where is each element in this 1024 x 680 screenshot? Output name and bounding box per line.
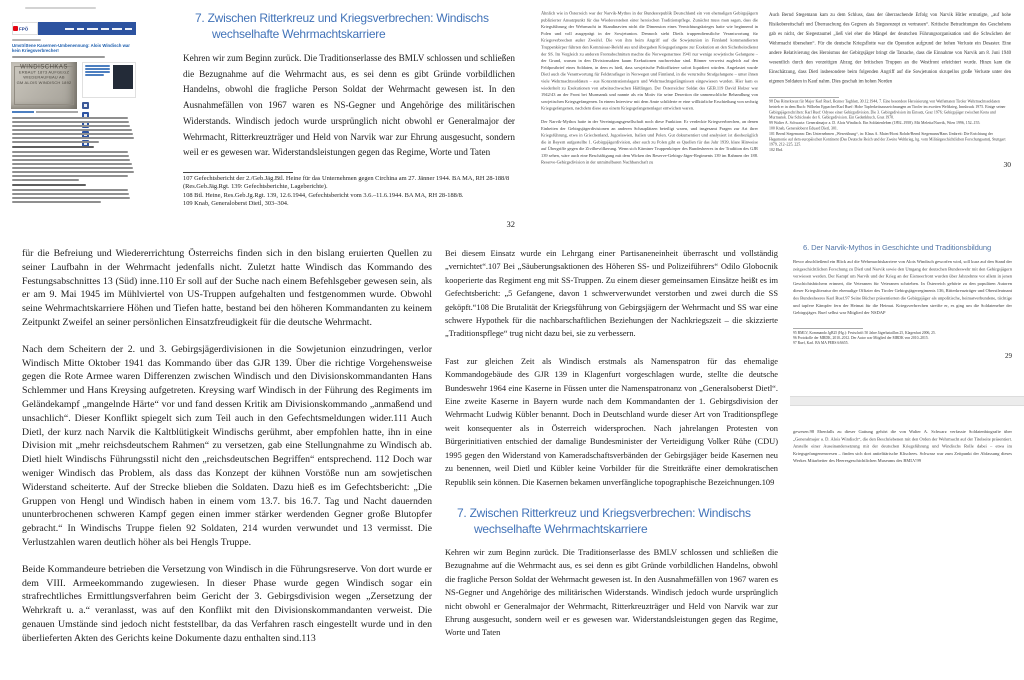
plaque-photo xyxy=(11,62,77,109)
column-middle-paragraph: Bei diesem Einsatz wurde ein Lehrgang einer Partisaneneinheit überrascht und vollständig „vernichtet“.107 Bei „Säuberungsaktionen des Höheren SS- und Polizeiführers“ Odilo Globocnik kooperierte das Regiment eng mit SS-Truppen. Zu einem dieser gemeinsamen Einsätze heißt es im Gefechtsbericht: „5 Gefangene, davon 1 schwerverwundet verstorben und zwei durch die SS geköpft.“108 Die Brutalität der Kriegsführung von Gebirgsjägern der Wehrmacht und SS war eine schwere Hypothek für die nachbarschaftlichen Beziehungen der Nachkriegszeit – die skizzierte „Traditionspflege“ trug nicht dazu bei, sie zu verbessern. xyxy=(445,249,778,339)
footnote: 102 Ebd. xyxy=(769,147,784,153)
text-skeleton xyxy=(25,7,100,9)
plaque-line: WIEDERAUFBAU AB xyxy=(23,74,65,79)
nav-link xyxy=(112,28,122,30)
footnote: 101 Bernd Stegemann: Das Unternehmen „Weserübung“, in: Klaus A. Maier/Horst Rohde/Bernd Stegemann/Hans Umbreit: Die Errichtung der Hegemonie auf dem europäischen Kontinent (Das Deutsche Reich und der Zweite Weltkrieg, hg. vom Militärgeschichtlichen Forschungsamt), Stuttgart 1979, 212–225, 225. xyxy=(769,131,1006,147)
page-32-paragraph: Kehren wir zum Beginn zurück. Die Traditionserlasse des BMLV schlossen und schließen die Bezugnahme auf die Wehrmacht aus, es sei denn es gibt Gründe vorbildlichen Handelns, obwohl die fragliche Person Soldat der Wehrmacht gewesen ist. In den Ausnahmefällen von 1967 waren es NS-Gegner und Angehörige des militärischen Widerstands. Windisch jedoch wurde ursprünglich nicht obwohl er Generalmajor der Wehrmacht, Ritterkreuzträger und Held von Narvik war zur Ehrung ausgesucht, sondern weil er es gewesen war. Widerstandsleistungen gegen das Regime, Worte und Taten xyxy=(183,53,515,158)
nav-link xyxy=(125,28,132,30)
photo-caption-skeleton xyxy=(12,111,134,113)
embed-card-image xyxy=(113,65,133,89)
footnote-rule xyxy=(793,328,863,329)
chapter-6-heading: 6. Der Narvik-Mythos in Geschichte und Traditionsbildung xyxy=(803,243,992,252)
footnote: 98 Das Ritterkreuz für Major Karl Ruef, Bozner Tagblatt, 30.12.1944, 7. Eine besondere Heroisierung von Waffentaten Tiroler Wehrmachtssoldaten betrieb er in dem Buch: Wilhelm Eppacher/Karl Ruef: Hohe Tapferkeitsauszeichnungen an Tiroler im zweiten Weltkrieg, Innsbruck 1975. Einige seiner Gebirgsjägerschriften: Karl Ruef: Odysee einer Gebirgsdivision. Die 3. Gebirgsdivision im Einsatz, Graz 1976; Gebirgsjäger zwischen Kreta und Murmansk. Die Schicksale der 6. Gebirgsdivision. Ein Gedenkbuch, Graz 1970. xyxy=(769,99,1006,120)
article-paragraph-skeleton xyxy=(12,151,134,181)
page-left-paragraph: Beide Kommandeure betrieben die Versetzung von Windisch in die Führungsreserve. Von dort wurde er dem VIII. Armeekommando zugewiesen. In dieser Phase wurde gegen Windisch sogar ein strafrechtliches Ermittlungsverfahren beim Gericht der 3. Gebirgsdivision wegen „Zersetzung der Wehrkraft u. a.“ veranlasst, was auf den Konflikt mit den Divisionskommandanten verweist. Die genauen Umstände sind jedoch nicht feststellbar, da das Verfahren rasch eingestellt wurde und in den überlieferten Akten des Gerichts keine Dokumente dazu enthalten sind.113 xyxy=(22,563,432,644)
chapter-7-heading: 7. Zwischen Ritterkreuz und Kriegsverbrechen: Windischs wechselhafte Wehrmachtskarriere xyxy=(195,11,489,41)
column-middle xyxy=(445,247,778,640)
article-date-skeleton xyxy=(12,39,42,41)
site-navbar xyxy=(12,22,136,35)
footnote-rule xyxy=(183,172,293,173)
column-paragraph: Ähnlich wie in Österreich war der Narvik-Mythos in der Bundesrepublik Deutschland ein von ehemaligen Gebirgsjägern publizierter Ansatzpunkt für das Wiedererstehen einer heroischen Traditionspflege. Zunächst muss man sagen, dass die Kriegsführung der Wehrmacht in Skandinavien nicht die Dimension eines Vernichtungskrieges hatte wie beginnend in Polen und voll ausgeprägt in der Sowjetunion. Dennoch steht Dietls truppendienstliche Verantwortung für Kriegsverbrechen außer Zweifel. Die von ihm beim Angriff auf die Sowjetunion in Finnland kommandierten Truppenkörper führten den Kommissar-Befehl aus und übergaben Kriegsgefangene zur Exekution an den Sicherheitsdienst der SS. Im Vergleich zu anderen Frontabschnitten machte die Norwegenarmee 1941 nur wenige sowjetische Gefangene – der Grund, warum in den Divisionsakten kaum Exekutionen nachweisbar sind. Rönner verweist zugleich auf den Feldpostbrief eines Soldaten, in dem es hieß, dass sowjetische Politoffiziere sofort liquidiert würden. Angelastet wurde Dietl auch die Verantwortung für Feldstraflager in Norwegen und Finnland, in die verurteilte Strafgefangene – unter ihnen viele Wehrmachtssoldaten – aus Konzentrationslagern und Wehrmachtsgefängnissen eingewiesen wurden. Hier kam es wiederholt zu Exekutionen von arbeitsschwachen Häftlingen. Der Österreicher Soldat des GEB.119 David Holzer war 1942/43 an der Front bei Murmansk und nannte als ein Motiv für seine Desertion die unmenschliche Behandlung von sowjetischen Kriegsgefangenen. In einem Interview mit dem Amte schilderte er eine willkürliche Erschießung von sechzig Kriegsgefangenen, nachdem diese aus einem Kriegsgefangenenlager entwichen waren. xyxy=(541,10,758,111)
page-left-paragraph: Nach dem Scheitern der 2. und 3. Gebirgsjägerdivisionen in die Sowjetunion einzudringen, verlor Windisch Mitte Oktober 1941 das Kommando über das GJR 139. Über die richtige Vorgehensweise gegen die Rote Armee waren Differenzen zwischen Windisch und den Divisionskommandanten Hans Schlemmer und Hans Kreysing aufgetreten. Kreysing warf Windisch in der Führung des Regiments im Geländekampf „mangelnde Härte“ vor und fand dessen Kritik am Divisionskommando „anmaßend und unsachlich“. Dieser Konflikt spiegelt sich zum Teil auch in den Gefechtsmeldungen wider.111 Auch Dietl, der kurz nach Narvik die Kaltblütigkeit Windischs gerühmt, aber empfohlen hatte, ihn in eine Division mit „mehr reichsdeutschem Rahmen“ zu versetzen, gab eine Stellungnahme zu Windisch ab. Dietl hielt Windischs Führungsstil nicht den „reichsdeutschen Begriffen“ entsprechend. 112 Doch war weniger Windisch das Problem, als dass das Konzept der kühnen Vorstöße nun am sowjetischen Widerstand scheiterte. Auf der Strecke blieben die Soldaten. Dazu hieß es im Gefechtsbericht: „Die Gruppen von Hengl und Windisch haben in einem vom 13.7. bis 16.7. Tag und Nacht dauernden ununterbrochenen schweren Kampf gegen einen immer stärker werdenden Gegner große Blutopfer gebracht.“ In Windischs Truppe fielen 92 Soldaten, 214 wurden verwundet und 13 vermisst. Die Verlustzahlen waren deutlich höher als bei Hengls Truppe. xyxy=(22,343,432,548)
article-headline: Umstrittene Kasernen-Umbenennung: Alois Windisch war kein Kriegsverbrecher! xyxy=(12,43,130,53)
footnote: 99 Walter A. Schwartz: Generalmajor a. D. Alois Windisch. Ein Soldatenleben (1892–1958). Mit Meletta/Narvik, Wien 1996, 152–155. xyxy=(769,120,981,126)
fpo-logo-text: FPÖ xyxy=(19,26,29,31)
footnote: 100 Knab, Generaloberst Eduard Dietl, 301. xyxy=(769,125,838,131)
article-subhead-skeleton xyxy=(12,56,110,58)
page-30-paragraph: Auch Bernd Stegemann kam zu dem Schluss, dass der überraschende Erfolg von Narvik Hitler ermutigte, „auf hohe Risikobereitschaft und Überraschung des Gegners als Siegesrezept zu vertrauen“. Kritische Betrachtungen des Geschehens gab es nicht, der Siegestaumel „ließ viel eher die Mängel der deutschen Führungsorganisation und die Schwächen der Wehrmacht übersehen“. Für die deutsche Kriegsflotte war die Operation aufgrund der hohen Verluste ein Desaster. Eine andere Relativierung des Heroismus der Gebirgsjäger bringt die Tatsache, dass die Einnahme von Narvik am 8. Juni 1940 wesentlich durch den vorzeitigen Abzug der britischen Truppen an die Westfront erleichtert wurde. Hinzu kam die Einschätzung, dass Dietl insbesondere beim folgenden Angriff auf die Sowjetunion skrupellos große Verluste unter den eigenen Soldaten in Kauf nahm. Dies geschah im hohen Norden xyxy=(769,12,1011,84)
page-left-paragraph: für die Befreiung und Wiedererrichtung Österreichs finden sich in den bislang eruierten Quellen zu seiner Laufbahn in der Wehrmacht jedenfalls nicht. Zuletzt hatte Windisch das Kommando des Festungsabschnittes 13 (Süd) inne.110 Er soll auf der Suche nach einem Befehlsgeber gewesen sein, als er am 9. Mai 1945 im Mühlviertel von US-Truppen aufgehalten und festgenommen wurde. Obwohl seine Wehrmachtskarriere Höhen und Tiefen hatte, bestand bei den höheren Kommandanten zu keinem Zeitpunkt Zweifel an seiner persönlichen Einsatzfreudigkeit für die deutsche Wehrmacht. xyxy=(22,248,432,328)
column-middle-paragraph: Fast zur gleichen Zeit als Windisch erstmals als Namenspatron für das ehemalige Kommandogebäude des GJR 139 in Klagenfurt vorgeschlagen wurde, stellte die deutsche Bundeswehr 1964 eine Kaserne in Füssen unter die Namenspatronanz von „Generalsoberst Dietl“. Eine zweite Kaserne in Bayern wurde nach dem Kommandanten der 1. Gebirgsdivision der Wehrmacht Ludwig Kübler benannt. Doch in Deutschland wurde dieser Art von Traditionspflege weit konsequenter als in Österreich widersprochen. Nach jahrelangen Protesten von Bürgerinitiativen entschied der damalige Bundesminister der Verteidigung Volker Rühe (CDU) 1995 gegen den Widerstand von Kameradschaftsverbänden der Gebirgsjäger beide Kasernen neu zu benennen, weil Dietl und Kübler keine Vorbilder für die Streitkräfte einer demokratischen Republik sein können. Die Kasernen bekamen unverfängliche topographische Bezeichnungen.109 xyxy=(445,356,778,487)
fpo-logo xyxy=(12,22,38,35)
plaque-line: WINDISCHKAS xyxy=(20,62,68,70)
page-number: 29 xyxy=(1005,352,1012,360)
fpo-logo-red-mark xyxy=(13,26,18,31)
page-number: 30 xyxy=(1003,160,1011,169)
nav-menu xyxy=(38,22,136,35)
article-paragraph-skeleton xyxy=(12,117,134,143)
footnote: 97 Ruef, Karl. BA MA PERS 6/6655. xyxy=(793,340,849,345)
footnote: 109 Knab, Generaloberst Dietl, 303–304. xyxy=(183,200,289,208)
column-middle-paragraph: Kehren wir zum Beginn zurück. Die Traditionserlasse des BMLV schlossen und schließen die Bezugnahme auf die Wehrmacht aus, es sei denn es gibt Gründe vorbildlichen Handelns, obwohl die fragliche Person Soldat der Wehrmacht gewesen ist. In den Ausnahmefällen von 1967 waren es NS-Gegner und Angehörige des militärischen Widerstands. Windisch jedoch wurde ursprünglich nicht obwohl er Generalmajor der Wehrmacht, Ritterkreuzträger und Held von Narvik war zur Ehrung ausgesucht, sondern weil er es gewesen war. Widerstandsleistungen gegen das Regime, Worte und Taten xyxy=(445,547,778,638)
page-left xyxy=(22,247,432,646)
embed-card xyxy=(82,62,136,98)
footnote-rule xyxy=(769,97,839,98)
plaque-line: GM ALOIS WINDISCH 1892 xyxy=(16,80,72,85)
embed-card-text-skeleton xyxy=(85,65,111,95)
share-icon xyxy=(82,102,89,109)
page-32 xyxy=(183,10,515,229)
article-subheading-skeleton xyxy=(12,184,90,186)
nav-link xyxy=(77,28,84,30)
continuation-paragraph: gewesen.98 Ebenfalls zu dieser Gattung gehört die von Walter A. Schwarz verfasste Soldatenbiografie über „Generalmajor a. D. Alois Windisch“, die den Beschriebenen mit den Orden der Wehrmacht auf der Titelseite präsentiert. Anstelle einer Auseinandersetzung mit der deutschen Kriegsführung und Windischs Rolle dabei – etwa im Kriegsgefangenenwesen – finden sich dort antielitärische Klischees. Schwarz war zum Zeitpunkt der Abfassung dieses Werkes Mitarbeiter des Heeresgeschichtlichen Museums des BMLV.99 xyxy=(793,429,1012,464)
page-29 xyxy=(793,243,1012,406)
page-gap-divider xyxy=(790,396,1024,406)
nav-link xyxy=(65,28,74,30)
nav-link xyxy=(101,28,109,30)
column-bundesrepublik xyxy=(541,10,758,240)
footnote: 96 Protokolle der MBDK, 2010–2012. Der Autor war Mitglied der MBDK von 2010–2015. xyxy=(793,335,929,340)
article-screenshot xyxy=(10,6,138,202)
article-paragraph-skeleton xyxy=(12,189,134,203)
chapter-7-heading-repeat: 7. Zwischen Ritterkreuz und Kriegsverbrechen: Windischs wechselhafte Wehrmachtskarriere xyxy=(457,505,751,536)
article-subheading-skeleton xyxy=(12,146,98,148)
footnote: 108 Btl. Heine, Res.Geb.Jg.Rgt. 139, 12.6.1944, Gefechtsbericht vom 3.6.–11.6.1944. BA MA, RH 28-188/8. xyxy=(183,191,464,199)
plaque-line: ERBAUT 1873 AUFGEGZ xyxy=(18,69,70,74)
page-29-continuation xyxy=(793,428,1012,488)
column-paragraph: Der Narvik-Mythos hatte in der Vereinigungsgesellschaft noch diese Funktion: Er verdeckte Kriegsverbrechen, an denen Einheiten der Gebirgsjägerdivisionen an anderen Schauplätzen beteiligt waren, und insgesamt Fragen zur Art ihrer Kriegsführung, etwa in Griechenland, Jugoslawien, Italien und Polen. Gut dokumentiert und analysiert ist diesbezüglich die in Bayern aufgestellte 1. Gebirgsjägerdivision, aber auch zu Polen gibt es Quellen für das Jahr 1939, klare Hinweise auf Übergriffe gegen die Zivilbevölkerung. Wenn sich Kärntner Truppenkörper des Bundesheeres in der Tradition des GJR 139 sehen, wäre auch eine Beschäftigung mit dem Wirken des Reserve-Gebirgs-Jäger-Regiments 139 im Rahmen der 188. Reserve-Gebirgsdivision in der unmittelbaren Nachbarschaft zu xyxy=(541,118,758,165)
footnote: 107 Gefechtsbericht der 2./Geb.Jäg.Btl. Heine für das Unternehmen gegen Circhina am 27. Jänner 1944. BA MA, RH 28-188/8 (Res.Geb.Jäg.Rgt. 139: Gefechtsberichte, Lageberichte). xyxy=(183,174,510,191)
page-30 xyxy=(769,10,1011,240)
footnote: 95 BMLV, Kommando JgB25 (Hg.): Festschrift 50 Jahre Jägerbataillon 25, Klagenfurt 2006, 25. xyxy=(793,330,936,335)
page-29-paragraph: Bevor abschließend ein Blick auf die Wehrmachtskarriere von Alois Windisch geworfen wird, soll kurz auf den Stand der zeitgeschichtlichen Forschung zu Dietl und Narvik sowie den Umgang der deutschen Bundeswehr mit den Gebirgsjägern verwiesen werden. Der Kampf um Narvik und der Krieg an der Eismeerfront wurden über Jahrzehnte vor allem in jenen Geschichtsbüchern erinnert, die Veteranen für Veteranen schrieben. In Österreich gehörte zu den populären Autoren dieser Kriegsliteratur der ehemalige Offizier des Tiroler Gebirgsjägerregiments 136, Ritterkreuzträger und Oberstleutnant des Bundesheeres Karl Ruef.97 Seine Bücher präsentierten die Gebirgsjäger als unpolitische, heimatverbundene, tüchtige und tapfere Kämpfer fern der Heimat für die Heimat. Kriegsverbrechen streifte er, es ging um die Soldatenehre der Gebirgsjäger. Ruef selbst war Mitglied der NSDAP xyxy=(793,259,1012,316)
page-number: 32 xyxy=(506,218,515,229)
nav-link xyxy=(87,28,98,30)
